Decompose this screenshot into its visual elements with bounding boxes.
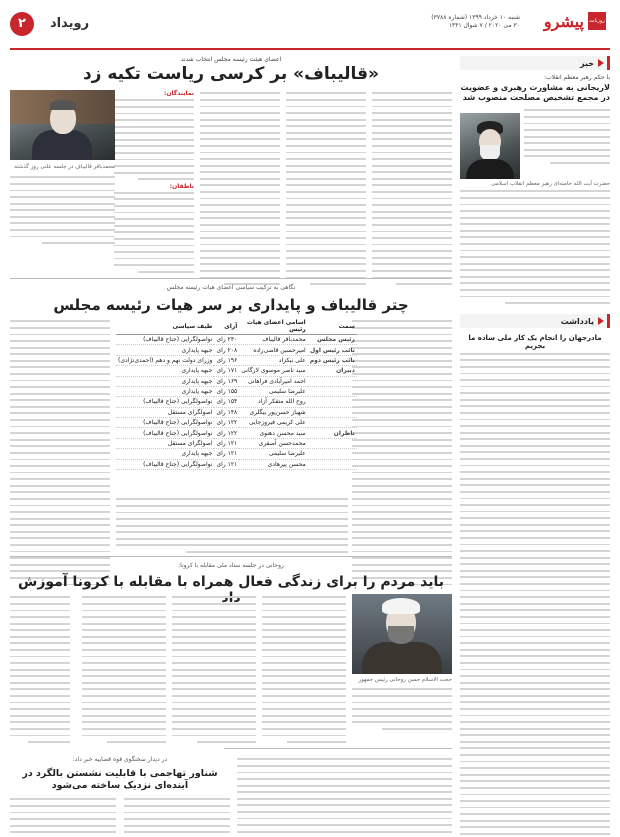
leader-caption: حضرت آیت الله خامنه‌ای رهبر معظم انقلاب اسلامی <box>491 181 610 187</box>
member-name-cell: احمد امیرآبادی فراهانی <box>239 376 307 386</box>
column-header: طیف سیاسی <box>116 318 214 335</box>
role-cell <box>308 449 357 459</box>
role-cell <box>308 407 357 417</box>
beard-shape <box>388 626 414 644</box>
right-column <box>460 56 610 827</box>
faction-cell: جبهه پایداری <box>116 386 214 396</box>
votes-cell: ۱۹۶ رای <box>216 356 238 364</box>
table-row <box>116 397 357 407</box>
role-cell <box>308 376 357 386</box>
column-header: اسامی اعضای هیات رئیس <box>239 318 307 335</box>
faction-cell: نواصولگرایی (جناح قالیباف) <box>116 428 214 438</box>
council-kicker: نگاهی به ترکیب سیاسی اعضای هیات رئیسه مجلس <box>166 284 296 291</box>
news-kicker: با حکم رهبر معظم انقلاب: <box>544 74 610 81</box>
note-tag <box>460 314 610 328</box>
edition-date-alt: ۳۰ می ۲۰۲۰ / ۷ شوال ۱۴۴۱ <box>448 22 520 29</box>
rouhani-text-column <box>82 594 166 745</box>
rouhani-photo <box>352 594 452 674</box>
member-name-cell: محسن پیرهادی <box>239 459 307 469</box>
faction-cell: اصولگرای مستقل <box>116 407 214 417</box>
role-cell <box>308 438 357 448</box>
leader-photo <box>460 113 520 179</box>
votes-cell: ۱۲۱ رای <box>216 450 238 458</box>
top-story-body <box>10 90 452 240</box>
faction-cell: نواصولگرایی (جناح قالیباف) <box>116 418 214 428</box>
council-text-bottom <box>116 496 348 555</box>
council-table-body <box>116 335 357 470</box>
role-cell <box>308 386 357 396</box>
member-name-cell: شهباز حسن‌پور بیگلری <box>239 407 307 417</box>
faction-cell: وزرای دولت نهم و دهم (احمدی‌نژادی) <box>118 356 213 364</box>
rouhani-headline: باید مردم را برای زندگی فعال همراه با مقابله با کرونا آموزش <box>18 574 444 590</box>
votes-cell: ۱۲۲ رای <box>216 429 238 437</box>
text-column <box>286 90 366 287</box>
votes-cell: ۱۴۸ رای <box>216 408 238 416</box>
text-column-with-subheads <box>114 90 194 275</box>
table-row <box>116 345 357 355</box>
news-body <box>460 107 610 306</box>
bottom-story-headline: شناور تهاجمی با قابلیت نشستن بالگرد در آینده‌ای نزدیک ساخته می‌شود <box>22 768 218 791</box>
top-story-headline: «قالیباف» بر کرسی ریاست تکیه زد <box>82 64 380 84</box>
council-text-left <box>10 318 110 588</box>
qalibaf-caption: محمدباقر قالیباف در جلسه علنی روز گذشته <box>14 164 115 170</box>
divider <box>10 278 452 279</box>
table-row <box>116 438 357 448</box>
faction-cell: جبهه پایداری <box>116 449 214 459</box>
member-name-cell: علیرضا سلیمی <box>239 449 307 459</box>
faction-cell: نواصولگرایی (جناح قالیباف) <box>116 459 214 469</box>
table-row <box>116 355 357 365</box>
table-row <box>116 407 357 417</box>
member-name-cell: محمدباقر قالیباف <box>239 335 307 345</box>
top-story-suptitle: اعضای هیئت رئیسه مجلس انتخاب شدند <box>180 56 282 63</box>
page-number-badge: ۲ <box>10 12 34 36</box>
faction-cell: نواصولگرایی (جناح قالیباف) <box>116 335 214 345</box>
divider <box>224 748 452 749</box>
role-cell: ناظران <box>308 428 357 438</box>
member-name-cell: امیرحسین قاضی‌زاده <box>239 345 307 355</box>
votes-cell: ۱۲۱ رای <box>216 439 238 447</box>
robe-shape <box>466 159 514 179</box>
column-header: آرای <box>214 318 239 335</box>
news-title: لاریجانی به مشاورت رهبری و عضویت در مجمع تشخیص مصلحت منصوب شد <box>460 83 610 102</box>
council-headline: چتر قالیباف و پایداری بر سر هیات رئیسه مجلس <box>53 296 409 314</box>
table-header-row <box>116 318 357 335</box>
arrow-icon <box>598 317 604 325</box>
table-row <box>116 428 357 438</box>
main-column <box>10 56 452 827</box>
rouhani-kicker: روحانی در جلسه ستاد ملی مقابله با کرونا: <box>178 562 284 569</box>
turban-shape <box>382 598 420 614</box>
votes-cell: ۱۷۱ رای <box>216 367 238 375</box>
news-continued-lines <box>460 188 610 306</box>
news-tag <box>460 56 610 70</box>
masthead <box>10 10 610 50</box>
robe-shape <box>362 642 442 674</box>
text-column <box>372 90 452 287</box>
arrow-icon <box>598 59 604 67</box>
note-title: مادرجهان را انجام یک کار ملی ساده ما بجریم <box>468 334 602 351</box>
note-tag-label: یادداشت <box>560 316 594 326</box>
votes-cell: ۱۲۱ رای <box>216 460 238 468</box>
member-name-cell: روح الله متفکر آزاد <box>239 397 307 407</box>
member-name-cell: سید ناصر موسوی لارگانی <box>241 367 306 375</box>
text-column <box>10 174 115 246</box>
member-name-cell: علی کریمی فیروزجایی <box>239 418 307 428</box>
table-row <box>116 376 357 386</box>
faction-cell: جبهه پایداری <box>116 376 214 386</box>
faction-cell: نواصولگرایی (جناح قالیباف) <box>116 397 214 407</box>
rouhani-text-column <box>172 594 256 745</box>
votes-cell: ۲۰۸ رای <box>216 346 238 354</box>
role-cell <box>308 397 357 407</box>
section-title: رویداد <box>50 16 90 31</box>
faction-cell: اصولگرای مستقل <box>116 438 214 448</box>
member-name-cell: علی نیکزاد <box>239 355 307 365</box>
subhead: نمایندگان: <box>164 90 194 97</box>
logo-box: روزنامه <box>588 12 606 30</box>
role-cell <box>308 418 357 428</box>
rouhani-caption: حجت الاسلام حسن روحانی رئیس جمهور <box>358 677 452 683</box>
rouhani-text-column <box>262 594 346 745</box>
suit-shape <box>32 130 92 160</box>
note-body-lines <box>460 350 610 837</box>
role-cell <box>308 459 357 469</box>
edition-info <box>400 14 520 30</box>
table-row <box>116 418 357 428</box>
table-row <box>116 459 357 469</box>
votes-cell: ۲۳۰ رای <box>216 336 238 344</box>
votes-cell: ۱۵۴ رای <box>216 398 238 406</box>
column-header: سمت <box>308 318 357 335</box>
member-name-cell: علیرضا سلیمی <box>239 386 307 396</box>
votes-cell: ۱۵۵ رای <box>216 388 238 396</box>
rouhani-text-continued <box>237 756 452 837</box>
bottom-story-text <box>10 796 116 837</box>
faction-cell: جبهه پایداری <box>116 345 214 355</box>
faction-cell: جبهه پایداری <box>116 366 214 376</box>
role-cell: رئیس مجلس <box>308 335 357 345</box>
role-cell: دبیران <box>308 366 357 376</box>
newspaper-logo <box>528 12 606 40</box>
member-name-cell: سید محسن دهنوی <box>239 428 307 438</box>
rouhani-text-column <box>10 594 70 745</box>
member-name-cell: محمدحسن آصفری <box>239 438 307 448</box>
role-cell: نائب رئیس دوم <box>309 356 355 364</box>
table-row <box>116 449 357 459</box>
hair-shape <box>50 100 76 110</box>
council-table <box>116 318 357 470</box>
logo-name: پیشرو <box>543 12 584 31</box>
rouhani-text-under-photo <box>352 686 452 732</box>
council-text-right <box>352 318 452 588</box>
votes-cell: ۱۶۹ رای <box>216 377 238 385</box>
qalibaf-photo <box>10 90 115 160</box>
table-row <box>116 386 357 396</box>
news-text-lines <box>524 107 610 166</box>
text-column <box>200 90 280 287</box>
bottom-story-kicker: در دیدار سخنگوی قوه قضاییه خبر داد: <box>72 756 168 763</box>
news-tag-label: خبر <box>579 58 594 68</box>
bottom-story-text <box>124 796 230 837</box>
subhead: ناطقان: <box>169 182 194 190</box>
table-row <box>116 335 357 345</box>
votes-cell: ۱۲۲ رای <box>216 419 238 427</box>
role-cell: نائب رئیس اول <box>308 345 357 355</box>
table-row <box>116 366 357 376</box>
divider <box>10 556 452 557</box>
edition-date: شنبه ۱۰ خرداد ۱۳۹۹ (شماره ۳۷۸۸) <box>431 14 520 21</box>
